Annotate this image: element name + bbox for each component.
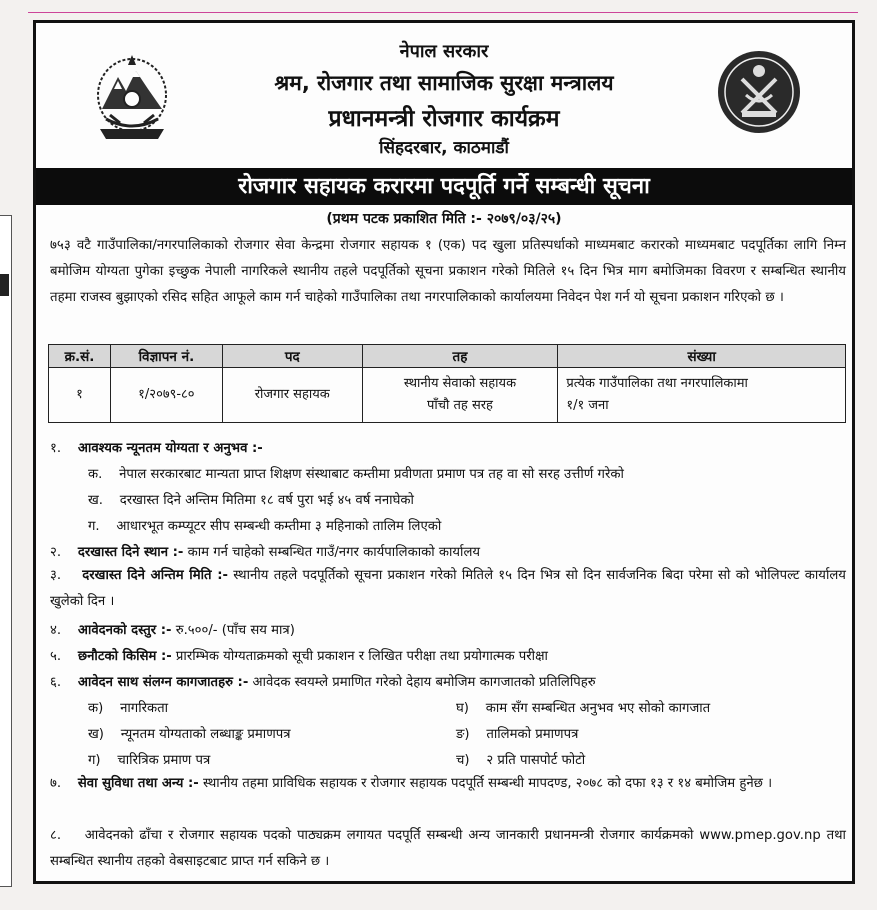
section-7-text: स्थानीय तहमा प्राविधिक सहायक र रोजगार सहायक पदपूर्ति सम्बन्धी मापदण्ड, २०७८ को दफा १३ र १४ बमोजिम हुनेछ ।: [202, 776, 773, 791]
cell-count: [558, 368, 846, 423]
vacancy-table-header-row: [49, 345, 846, 368]
section-8-text: आवेदनको ढाँचा र रोजगार सहायक पदको पाठ्यक्रम लगायत पदपूर्ति सम्बन्धी अन्य जानकारी प्रधानमन्त्री रोजगार कार्यक्रमको www.pmep.gov.np तथा सम्बन्धित स्थानीय तहको वेबसाइटबाट प्राप्त गर्न सकिने छ ।: [50, 828, 846, 869]
section-6-doc-2: [88, 724, 291, 742]
section-4: [50, 620, 295, 638]
section-2-number: २.: [50, 545, 62, 560]
section-6-doc-1-label: क): [88, 701, 104, 716]
cell-post: रोजगार सहायक: [222, 368, 362, 423]
section-4-number: ४.: [50, 623, 62, 638]
section-1-item-b-text: दरखास्त दिने अन्तिम मितिमा १८ वर्ष पुरा भई ४५ वर्ष ननाघेको: [119, 493, 414, 508]
cell-count-line-1: प्रत्येक गाउँपालिका तथा नगरपालिकामा: [566, 376, 748, 391]
section-1-item-c-label: ग.: [88, 519, 100, 534]
col-header-sn: क्र.सं.: [49, 345, 111, 368]
header-line-address: सिंहदरबार, काठमाडौं: [379, 138, 509, 158]
section-6-doc-4: [456, 698, 710, 716]
table-row: [49, 368, 846, 423]
section-1-title: आवश्यक न्यूनतम योग्यता र अनुभव :-: [77, 441, 263, 456]
header-line-ministry: श्रम, रोजगार तथा सामाजिक सुरक्षा मन्त्रालय: [274, 71, 614, 95]
section-3-text: स्थानीय तहले पदपूर्तिको सूचना प्रकाशन गरेको मितिले १५ दिन भित्र सो दिन सार्वजनिक बिदा परेमा सो को भोलिपल्ट कार्यालय खुलेको दिन ।: [50, 568, 846, 609]
col-header-level: तह: [362, 345, 558, 368]
section-1-item-a-label: क.: [88, 467, 103, 482]
notice-frame: [33, 20, 855, 884]
section-6-text: आवेदक स्वयम्ले प्रमाणित गरेको देहाय बमोजिम कागजातको प्रतिलिपिहरु: [252, 675, 596, 690]
section-3-title: दरखास्त दिने अन्तिम मिति :-: [82, 568, 228, 583]
section-6-doc-2-text: न्यूनतम योग्यताको लब्धाङ्क प्रमाणपत्र: [120, 727, 291, 742]
intro-paragraph: ७५३ वटै गाउँपालिका/नगरपालिकाको रोजगार सेवा केन्द्रमा रोजगार सहायक १ (एक) पद खुला प्रतिस्पर्धाको माध्यमबाट करारको माध्यमबाट पदपूर्तिका लागि निम्न बमोजिम योग्यता पुगेका इच्छुक नेपाली नागरिकले स्थानीय तहले पदपूर्तिको सूचना प्रकाशन गरेको मितिले १५ दिन भित्र माग बमोजिमका विवरण र सम्बन्धित स्थानीय तहमा राजस्व बुझाएको रसिद सहित आफूले काम गर्न चाहेको गाउँपालिका तथा नगरपालिकाको कार्यालयमा निवेदन पेश गर्न यो सूचना प्रकाशन गरिएको छ ।: [50, 238, 846, 305]
section-6-number: ६.: [50, 675, 62, 690]
section-1-item-b-label: ख.: [88, 493, 103, 508]
section-5: [50, 646, 548, 664]
section-1-heading: [50, 438, 263, 456]
section-2: [50, 542, 480, 560]
section-6-doc-6-text: २ प्रति पासपोर्ट फोटो: [486, 753, 586, 768]
section-5-text: प्रारम्भिक योग्यताक्रमको सूची प्रकाशन र लिखित परीक्षा तथा प्रयोगात्मक परीक्षा: [175, 649, 548, 664]
section-6-doc-5: [456, 724, 578, 742]
adjacent-column-tab: [0, 274, 9, 296]
section-6-doc-3-text: चारित्रिक प्रमाण पत्र: [117, 753, 211, 768]
section-6-doc-3-label: ग): [88, 753, 101, 768]
cell-sn: १: [49, 368, 111, 423]
section-6-title: आवेदन साथ संलग्न कागजातहरु :-: [77, 675, 249, 690]
section-2-text: काम गर्न चाहेको सम्बन्धित गाउँ/नगर कार्यपालिकाको कार्यालय: [187, 545, 481, 560]
section-4-title: आवेदनको दस्तुर :-: [77, 623, 172, 638]
adjacent-column-strip: [0, 215, 12, 887]
section-1-number: १.: [50, 441, 62, 456]
section-3: [50, 563, 846, 615]
section-6-doc-2-label: ख): [88, 727, 104, 742]
section-4-text: रु.५००/- (पाँच सय मात्र): [175, 623, 295, 638]
section-6-doc-6-label: च): [456, 753, 470, 768]
publication-date: (प्रथम पटक प्रकाशित मिति :- २०७९/०३/२५): [326, 211, 562, 227]
col-header-count: संख्या: [558, 345, 846, 368]
notice-header: [36, 23, 852, 168]
section-6-doc-3: [88, 750, 210, 768]
header-line-government: नेपाल सरकार: [399, 41, 489, 62]
cell-ad-no: १/२०७९-८०: [110, 368, 222, 423]
section-1-item-b: [88, 490, 414, 508]
vacancy-table: [48, 344, 846, 423]
cell-level-line-1: स्थानीय सेवाको सहायक: [403, 376, 517, 391]
header-line-programme: प्रधानमन्त्री रोजगार कार्यक्रम: [328, 106, 560, 132]
notice-title-banner: रोजगार सहायक करारमा पदपूर्ति गर्ने सम्बन्धी सूचना: [36, 168, 852, 205]
section-1-item-c: [88, 516, 441, 534]
cell-level-line-2: पाँचौ तह सरह: [427, 398, 493, 413]
section-2-title: दरखास्त दिने स्थान :-: [77, 545, 184, 560]
section-1-item-a-text: नेपाल सरकारबाट मान्यता प्राप्त शिक्षण संस्थाबाट कम्तीमा प्रवीणता प्रमाण पत्र तह वा सो सरह उत्तीर्ण गरेको: [119, 467, 624, 482]
section-6: [50, 672, 596, 690]
section-6-doc-1-text: नागरिकता: [120, 701, 169, 716]
section-6-doc-4-label: घ): [456, 701, 469, 716]
section-6-doc-6: [456, 750, 585, 768]
cell-level: [362, 368, 558, 423]
section-1-item-a: [88, 464, 624, 482]
section-3-number: ३.: [50, 568, 62, 583]
section-5-title: छनौटको किसिम :-: [77, 649, 172, 664]
section-8-number: ८.: [50, 828, 62, 843]
cell-count-line-2: १/१ जना: [566, 398, 609, 413]
section-8: [50, 823, 846, 875]
section-7-title: सेवा सुविधा तथा अन्य :-: [77, 776, 199, 791]
section-7: [50, 771, 846, 797]
col-header-post: पद: [222, 345, 362, 368]
section-6-doc-1: [88, 698, 168, 716]
section-6-doc-5-text: तालिमको प्रमाणपत्र: [486, 727, 579, 742]
section-5-number: ५.: [50, 649, 62, 664]
section-1-item-c-text: आधारभूत कम्प्यूटर सीप सम्बन्धी कम्तीमा ३ महिनाको तालिम लिएको: [116, 519, 442, 534]
section-6-doc-5-label: ङ): [456, 727, 470, 742]
section-7-number: ७.: [50, 776, 62, 791]
page-top-rule: [28, 12, 858, 13]
col-header-ad-no: विज्ञापन नं.: [110, 345, 222, 368]
section-6-doc-4-text: काम सँग सम्बन्धित अनुभव भए सोको कागजात: [485, 701, 711, 716]
